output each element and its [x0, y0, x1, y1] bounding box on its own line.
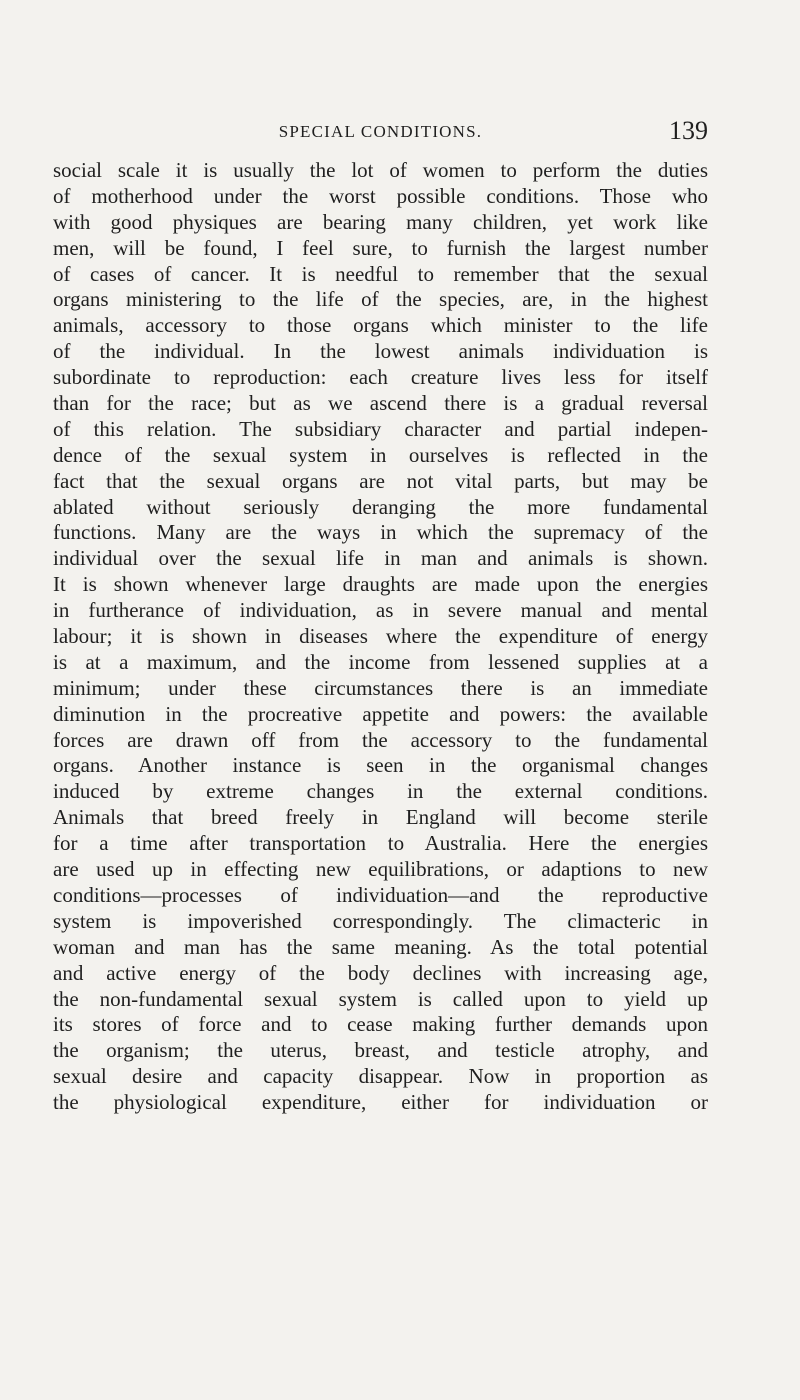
text-line: diminution in the procreative appetite and powers: the available	[53, 701, 708, 726]
text-line: its stores of force and to cease making further demands upon	[53, 1012, 708, 1037]
text-line: organs. Another instance is seen in the organismal changes	[53, 753, 708, 778]
running-head	[53, 118, 708, 148]
text-line: system is impoverished correspondingly. The climacteric in	[53, 908, 708, 933]
text-line: functions. Many are the ways in which the supremacy of the	[53, 520, 708, 545]
text-line: induced by extreme changes in the external conditions.	[53, 779, 708, 804]
text-line: and active energy of the body declines with increasing age,	[53, 960, 708, 985]
text-line: the physiological expenditure, either for individuation or	[53, 1090, 708, 1115]
text-line: than for the race; but as we ascend there is a gradual reversal	[53, 391, 708, 416]
running-title: SPECIAL CONDITIONS.	[278, 122, 483, 141]
text-line: for a time after transportation to Australia. Here the energies	[53, 831, 708, 856]
text-line: of motherhood under the worst possible conditions. Those who	[53, 183, 708, 208]
text-line: conditions—processes of individuation—and the reproductive	[53, 882, 708, 907]
text-line: of this relation. The subsidiary character and partial indepen-	[53, 416, 708, 441]
text-line: the organism; the uterus, breast, and testicle atrophy, and	[53, 1038, 708, 1063]
body-paragraph	[53, 158, 708, 1116]
text-line: in furtherance of individuation, as in severe manual and mental	[53, 598, 708, 623]
text-line: woman and man has the same meaning. As the total potential	[53, 934, 708, 959]
text-line: of cases of cancer. It is needful to remember that the sexual	[53, 261, 708, 286]
text-line: ablated without seriously deranging the more fundamental	[53, 494, 708, 519]
text-line: It is shown whenever large draughts are made upon the energies	[53, 572, 708, 597]
text-line: subordinate to reproduction: each creature lives less for itself	[53, 365, 708, 390]
text-line: organs ministering to the life of the species, are, in the highest	[53, 287, 708, 312]
text-line: the non-fundamental sexual system is called upon to yield up	[53, 986, 708, 1011]
text-line: sexual desire and capacity disappear. Now in proportion as	[53, 1064, 708, 1089]
text-line: with good physiques are bearing many children, yet work like	[53, 209, 708, 234]
text-line: animals, accessory to those organs which minister to the life	[53, 313, 708, 338]
text-line: forces are drawn off from the accessory to the fundamental	[53, 727, 708, 752]
text-line: labour; it is shown in diseases where the expenditure of energy	[53, 624, 708, 649]
text-line: fact that the sexual organs are not vital parts, but may be	[53, 468, 708, 493]
text-line: individual over the sexual life in man and animals is shown.	[53, 546, 708, 571]
text-line: dence of the sexual system in ourselves is reflected in the	[53, 442, 708, 467]
text-line: social scale it is usually the lot of women to perform the duties	[53, 158, 708, 182]
text-line: Animals that breed freely in England will become sterile	[53, 805, 708, 830]
text-line: minimum; under these circumstances there is an immediate	[53, 675, 708, 700]
text-line: men, will be found, I feel sure, to furnish the largest number	[53, 235, 708, 260]
page-number: 139	[669, 116, 708, 145]
text-line: is at a maximum, and the income from lessened supplies at a	[53, 649, 708, 674]
text-line: are used up in effecting new equilibrations, or adaptions to new	[53, 857, 708, 882]
text-line: of the individual. In the lowest animals individuation is	[53, 339, 708, 364]
